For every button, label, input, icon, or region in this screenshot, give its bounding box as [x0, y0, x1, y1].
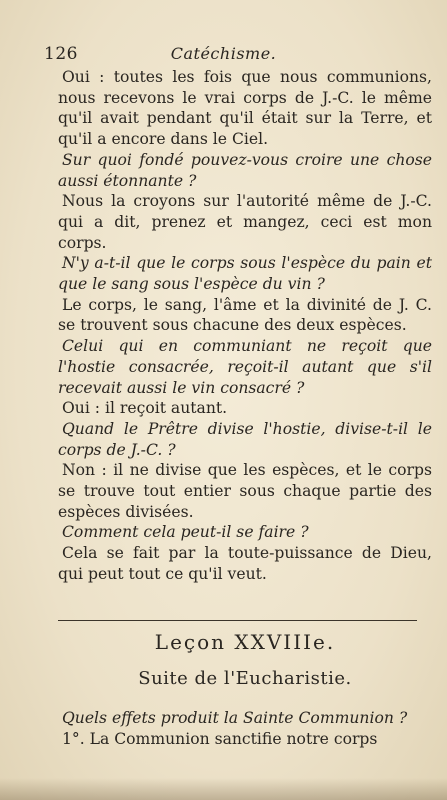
running-head: Catéchisme. [170, 44, 277, 63]
answer-paragraph: Le corps, le sang, l'âme et la divinité de J. C. se trouvent sous chacune des deux espèces. [58, 295, 432, 335]
lesson-title: Leçon XXVIIIe. [154, 630, 336, 654]
section-rule [58, 620, 417, 621]
answer-paragraph: Cela se fait par la toute-puissance de Dieu, qui peut tout ce qu'il veut. [58, 544, 432, 583]
question-paragraph: Quand le Prêtre divise l'hostie, divise-t-il le corps de J.-C. ? [58, 419, 432, 459]
answer-paragraph: 1°. La Communion sanctifie notre corps [62, 729, 378, 748]
page-edge-shadow [0, 778, 447, 800]
catechism-text [58, 67, 432, 585]
question-paragraph: Quels effets produit la Sainte Communion ? [62, 709, 408, 727]
answer-paragraph: Non : il ne divise que les espèces, et le corps se trouve tout entier sous chaque partie des espèces divisées. [58, 461, 432, 521]
lesson-text [58, 708, 432, 749]
answer-paragraph: Oui : toutes les fois que nous communions, nous recevons le vrai corps de J.-C. le même qu'il avait pendant qu'il était sur la Terre, et qu'il a encore dans le Ciel. [58, 68, 432, 149]
lesson-subtitle: Suite de l'Eucharistie. [138, 668, 352, 689]
question-paragraph: Sur quoi fondé pouvez-vous croire une chose aussi étonnante ? [58, 150, 432, 190]
answer-paragraph: Oui : il reçoit autant. [62, 399, 228, 418]
question-paragraph: N'y a-t-il que le corps sous l'espèce du pain et que le sang sous l'espèce du vin ? [58, 254, 432, 294]
page-number: 126 [44, 44, 78, 64]
answer-paragraph: Nous la croyons sur l'autorité même de J.-C. qui a dit, prenez et mangez, ceci est mon corps. [58, 192, 432, 252]
question-paragraph: Celui qui en communiant ne reçoit que l'hostie consacrée, reçoit-il autant que s'il recevait aussi le vin consacré ? [58, 337, 432, 397]
question-paragraph: Comment cela peut-il se faire ? [62, 523, 309, 542]
page-header [44, 44, 403, 68]
